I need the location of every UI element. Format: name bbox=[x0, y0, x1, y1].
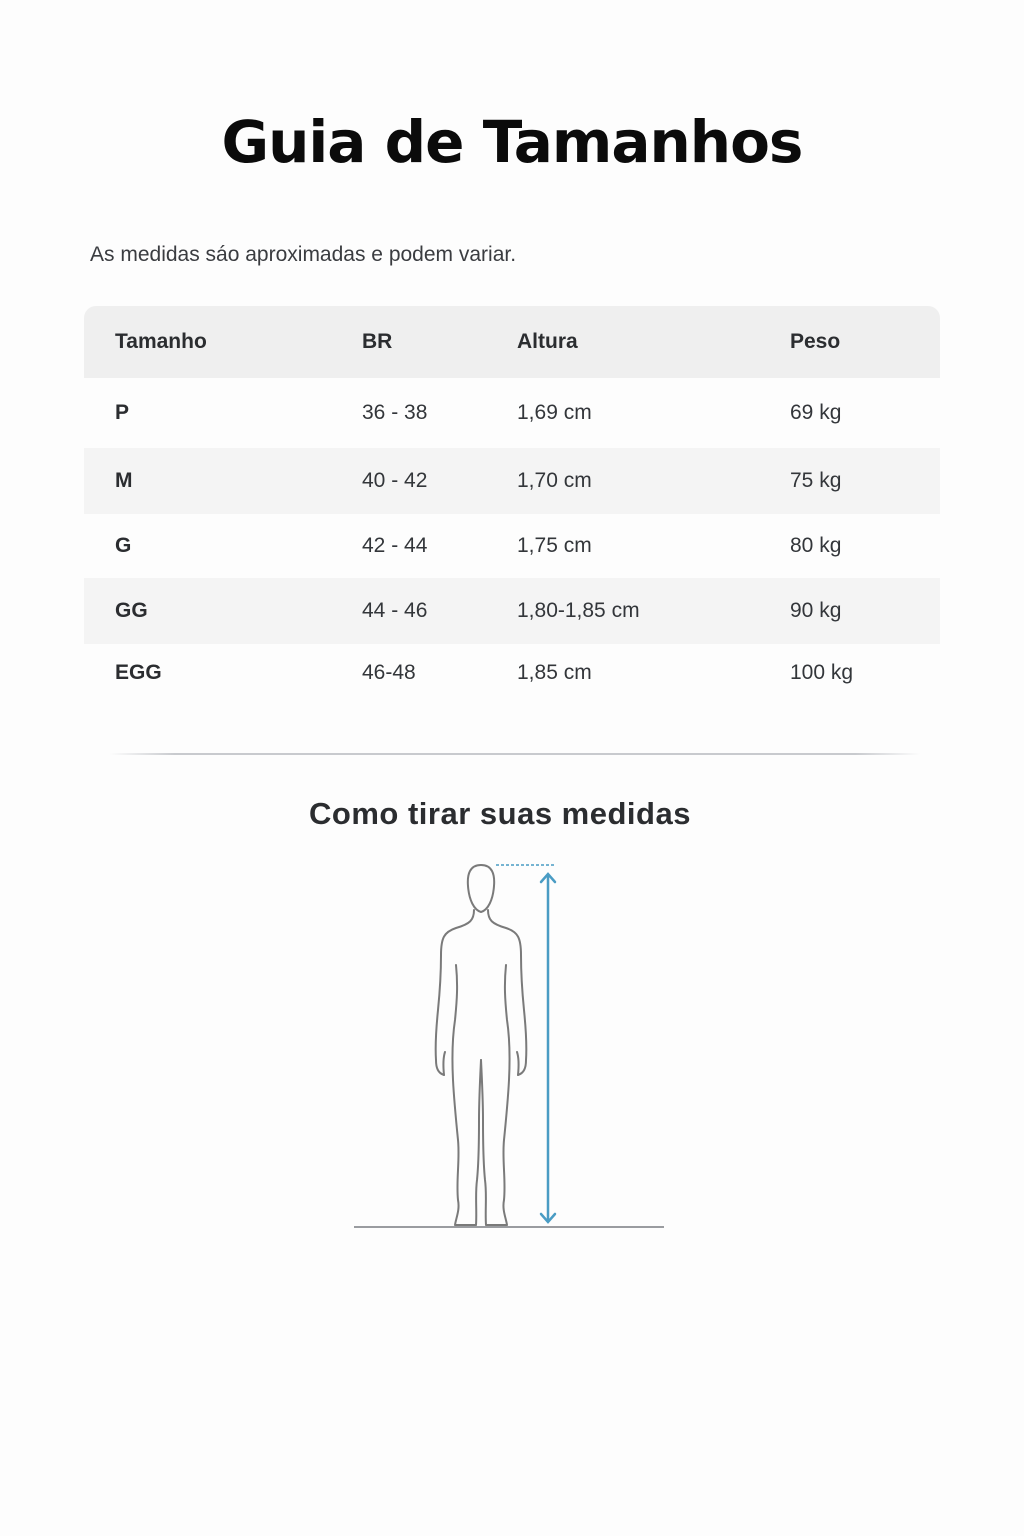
cell-height: 1,69 cm bbox=[517, 401, 592, 424]
cell-size: M bbox=[115, 469, 133, 492]
cell-size: EGG bbox=[115, 661, 162, 684]
disclaimer-text: As medidas sáo aproximadas e podem variar. bbox=[90, 243, 517, 266]
table-row bbox=[84, 378, 940, 448]
cell-height: 1,85 cm bbox=[517, 661, 592, 684]
human-figure-icon bbox=[436, 865, 527, 1225]
cell-weight: 80 kg bbox=[790, 534, 842, 557]
cell-size: P bbox=[115, 401, 130, 424]
cell-br: 46-48 bbox=[362, 661, 416, 684]
cell-size: GG bbox=[115, 599, 148, 622]
header-size: Tamanho bbox=[115, 330, 207, 353]
howto-title: Como tirar suas medidas bbox=[309, 796, 691, 831]
section-divider bbox=[110, 753, 920, 755]
cell-height: 1,70 cm bbox=[517, 469, 592, 492]
table-row bbox=[84, 644, 940, 702]
cell-height: 1,75 cm bbox=[517, 534, 592, 557]
height-measurement-illustration bbox=[340, 850, 680, 1240]
header-height: Altura bbox=[517, 330, 578, 353]
height-arrow-icon bbox=[541, 874, 555, 1222]
page-title: Guia de Tamanhos bbox=[221, 108, 803, 176]
size-table bbox=[84, 306, 940, 702]
table-header bbox=[84, 306, 940, 378]
cell-br: 36 - 38 bbox=[362, 401, 428, 424]
cell-br: 44 - 46 bbox=[362, 599, 428, 622]
table-row bbox=[84, 578, 940, 644]
cell-weight: 90 kg bbox=[790, 599, 842, 622]
header-br: BR bbox=[362, 330, 393, 353]
table-row bbox=[84, 514, 940, 578]
cell-weight: 69 kg bbox=[790, 401, 842, 424]
cell-height: 1,80-1,85 cm bbox=[517, 599, 640, 622]
cell-br: 42 - 44 bbox=[362, 534, 428, 557]
header-weight: Peso bbox=[790, 330, 841, 353]
cell-weight: 75 kg bbox=[790, 469, 842, 492]
cell-weight: 100 kg bbox=[790, 661, 854, 684]
cell-br: 40 - 42 bbox=[362, 469, 428, 492]
cell-size: G bbox=[115, 534, 132, 557]
table-row bbox=[84, 448, 940, 514]
